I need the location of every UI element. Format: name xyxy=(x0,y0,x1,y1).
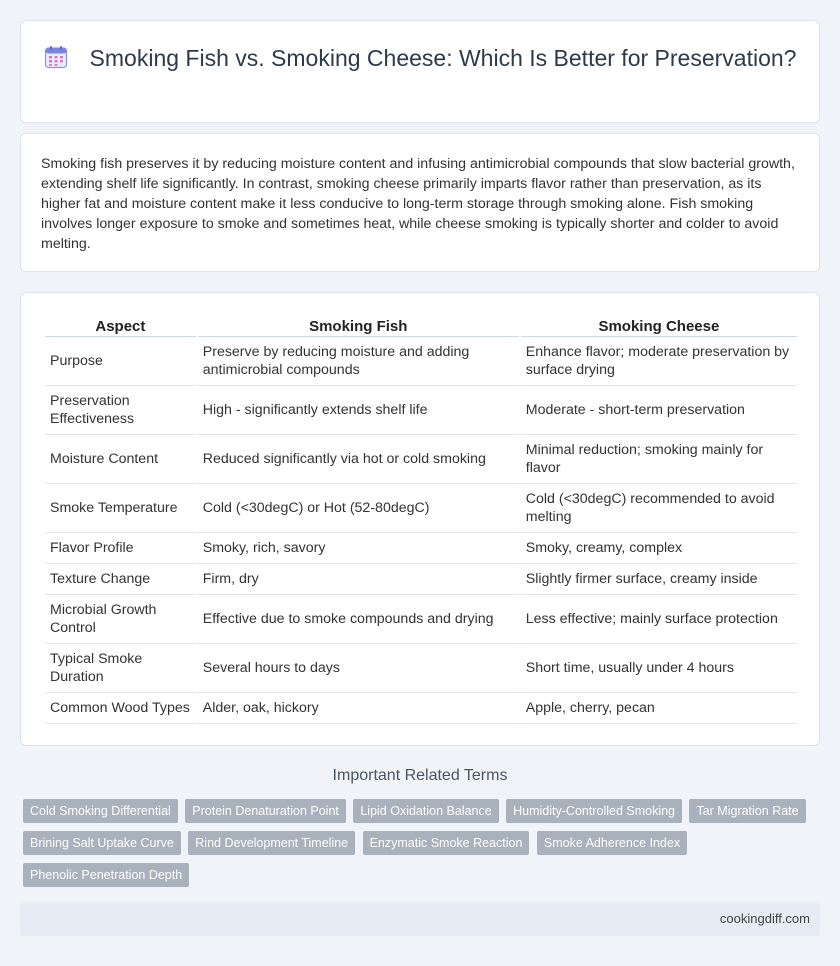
table-row xyxy=(45,435,797,484)
header-smoking-cheese: Smoking Cheese xyxy=(521,315,797,337)
related-term-tag[interactable]: Lipid Oxidation Balance xyxy=(353,799,498,823)
related-term-tag[interactable]: Protein Denaturation Point xyxy=(185,799,346,823)
table-row xyxy=(45,337,797,386)
footer-bar xyxy=(20,902,820,936)
row-cheese-value: Minimal reduction; smoking mainly for flavor xyxy=(521,435,797,484)
row-cheese-value: Smoky, creamy, complex xyxy=(521,533,797,564)
row-cheese-value: Short time, usually under 4 hours xyxy=(521,644,797,693)
header-card xyxy=(20,20,820,123)
header-smoking-fish: Smoking Fish xyxy=(198,315,519,337)
row-fish-value: Reduced significantly via hot or cold smoking xyxy=(198,435,519,484)
row-fish-value: Smoky, rich, savory xyxy=(198,533,519,564)
related-term-tag[interactable]: Tar Migration Rate xyxy=(689,799,805,823)
page-title-wrap xyxy=(21,44,819,73)
row-cheese-value: Apple, cherry, pecan xyxy=(521,693,797,724)
row-cheese-value: Cold (<30degC) recommended to avoid melting xyxy=(521,484,797,533)
related-term-tag[interactable]: Enzymatic Smoke Reaction xyxy=(363,831,530,855)
comparison-table xyxy=(43,315,799,724)
row-aspect: Preservation Effectiveness xyxy=(45,386,196,435)
comparison-table-card xyxy=(20,292,820,746)
row-aspect: Common Wood Types xyxy=(45,693,196,724)
table-row xyxy=(45,386,797,435)
row-cheese-value: Less effective; mainly surface protection xyxy=(521,595,797,644)
row-cheese-value: Moderate - short-term preservation xyxy=(521,386,797,435)
related-term-tag[interactable]: Rind Development Timeline xyxy=(188,831,355,855)
row-cheese-value: Enhance flavor; moderate preservation by surface drying xyxy=(521,337,797,386)
row-aspect: Purpose xyxy=(45,337,196,386)
intro-card xyxy=(20,133,820,272)
footer-site-link[interactable]: cookingdiff.com xyxy=(719,911,810,926)
table-row xyxy=(45,595,797,644)
page-title: Smoking Fish vs. Smoking Cheese: Which Is Better for Preservation? xyxy=(89,45,797,71)
row-aspect: Smoke Temperature xyxy=(45,484,196,533)
related-terms-title: Important Related Terms xyxy=(332,767,508,784)
row-cheese-value: Slightly firmer surface, creamy inside xyxy=(521,564,797,595)
row-aspect: Texture Change xyxy=(45,564,196,595)
table-row xyxy=(45,564,797,595)
row-fish-value: Several hours to days xyxy=(198,644,519,693)
row-fish-value: Firm, dry xyxy=(198,564,519,595)
related-term-tag[interactable]: Cold Smoking Differential xyxy=(23,799,178,823)
related-term-tag[interactable]: Phenolic Penetration Depth xyxy=(23,863,189,887)
row-fish-value: Alder, oak, hickory xyxy=(198,693,519,724)
row-fish-value: High - significantly extends shelf life xyxy=(198,386,519,435)
intro-paragraph: Smoking fish preserves it by reducing moisture content and infusing antimicrobial compounds that slow bacterial growth, extending shelf life significantly. In contrast, smoking cheese primarily imparts flavor rather than preservation, as its higher fat and moisture content make it less conducive to long-term storage through smoking alone. Fish smoking involves longer exposure to smoke and sometimes heat, while cheese smoking is typically shorter and colder to avoid melting. xyxy=(41,156,795,252)
related-term-tag[interactable]: Brining Salt Uptake Curve xyxy=(23,831,181,855)
table-row xyxy=(45,484,797,533)
table-row xyxy=(45,533,797,564)
row-aspect: Microbial Growth Control xyxy=(45,595,196,644)
row-aspect: Moisture Content xyxy=(45,435,196,484)
calendar-icon xyxy=(44,45,68,69)
row-fish-value: Preserve by reducing moisture and adding antimicrobial compounds xyxy=(198,337,519,386)
row-aspect: Flavor Profile xyxy=(45,533,196,564)
table-row xyxy=(45,644,797,693)
header-aspect: Aspect xyxy=(45,315,196,337)
related-terms-tags xyxy=(23,799,813,895)
row-fish-value: Effective due to smoke compounds and drying xyxy=(198,595,519,644)
related-term-tag[interactable]: Humidity-Controlled Smoking xyxy=(506,799,682,823)
table-row xyxy=(45,693,797,724)
table-header-row xyxy=(45,315,797,337)
related-term-tag[interactable]: Smoke Adherence Index xyxy=(537,831,687,855)
row-aspect: Typical Smoke Duration xyxy=(45,644,196,693)
row-fish-value: Cold (<30degC) or Hot (52-80degC) xyxy=(198,484,519,533)
